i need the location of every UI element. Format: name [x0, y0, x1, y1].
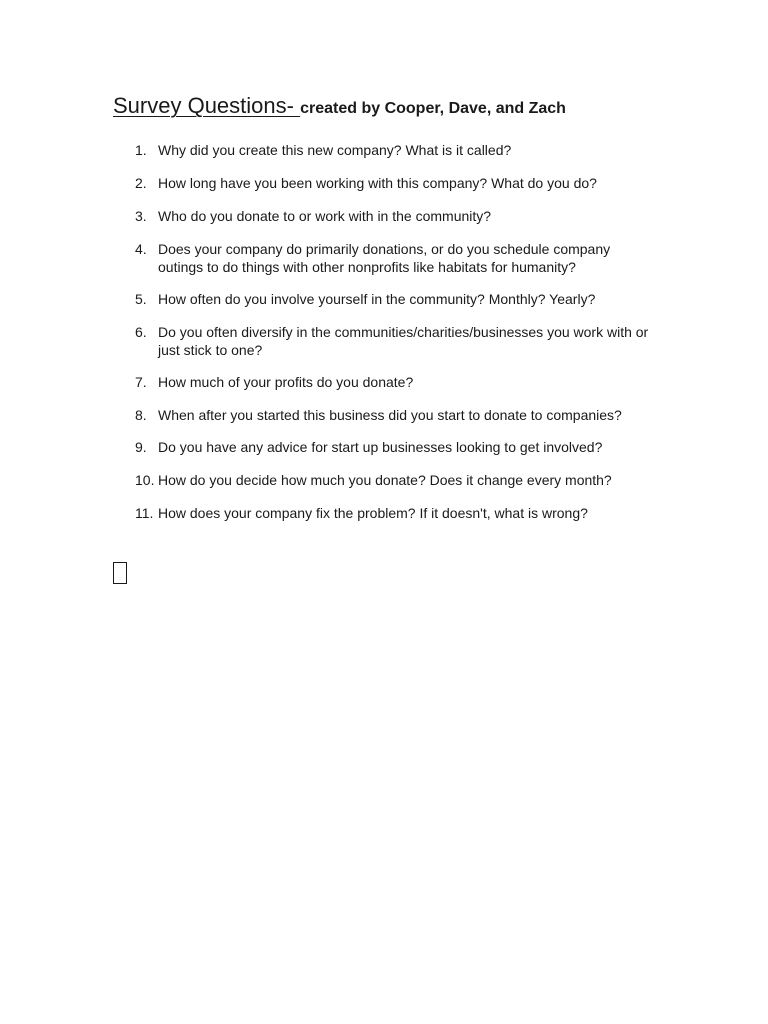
list-item-number: 3. — [135, 208, 147, 224]
document-heading — [113, 92, 566, 123]
list-item-number: 1. — [135, 142, 147, 158]
list-item — [135, 438, 655, 456]
list-item — [135, 373, 655, 391]
list-item-text: How long have you been working with this company? What do you do? — [158, 175, 597, 191]
list-item-number: 8. — [135, 407, 147, 423]
list-item-number: 2. — [135, 175, 147, 191]
list-item-text: Who do you donate to or work with in the community? — [158, 208, 492, 224]
list-item-number: 10. — [135, 472, 155, 488]
list-item — [135, 141, 655, 159]
list-item — [135, 471, 655, 489]
list-item-text: Why did you create this new company? What is it called? — [158, 142, 512, 158]
list-item — [135, 240, 655, 276]
list-item-text: How does your company fix the problem? If it doesn't, what is wrong? — [158, 505, 588, 521]
list-item-number: 9. — [135, 439, 147, 455]
list-item — [135, 174, 655, 192]
list-item — [135, 504, 655, 522]
list-item-text: How often do you involve yourself in the community? Monthly? Yearly? — [158, 291, 596, 307]
list-item-text: How much of your profits do you donate? — [158, 374, 414, 390]
list-item-text: How do you decide how much you donate? Does it change every month? — [158, 472, 612, 488]
list-item-number: 11. — [135, 505, 154, 521]
list-item-number: 6. — [135, 324, 147, 340]
list-item — [135, 290, 655, 308]
list-item — [135, 406, 655, 424]
list-item-text: Does your company do primarily donations, or do you schedule company outings to do things with other nonprofits like habitats for humanity? — [158, 241, 611, 275]
list-item-text: Do you often diversify in the communities/charities/businesses you work with or just stick to one? — [158, 324, 649, 358]
document-subtitle: created by Cooper, Dave, and Zach — [300, 100, 566, 117]
list-item-number: 7. — [135, 374, 147, 390]
list-item — [135, 323, 655, 359]
list-item-number: 4. — [135, 241, 147, 257]
list-item-number: 5. — [135, 291, 147, 307]
list-item — [135, 207, 655, 225]
document-title: Survey Questions- — [113, 93, 301, 118]
question-list — [135, 141, 655, 537]
list-item-text: When after you started this business did you start to donate to companies? — [158, 407, 622, 423]
list-item-text: Do you have any advice for start up businesses looking to get involved? — [158, 439, 603, 455]
empty-box-glyph — [113, 562, 127, 584]
